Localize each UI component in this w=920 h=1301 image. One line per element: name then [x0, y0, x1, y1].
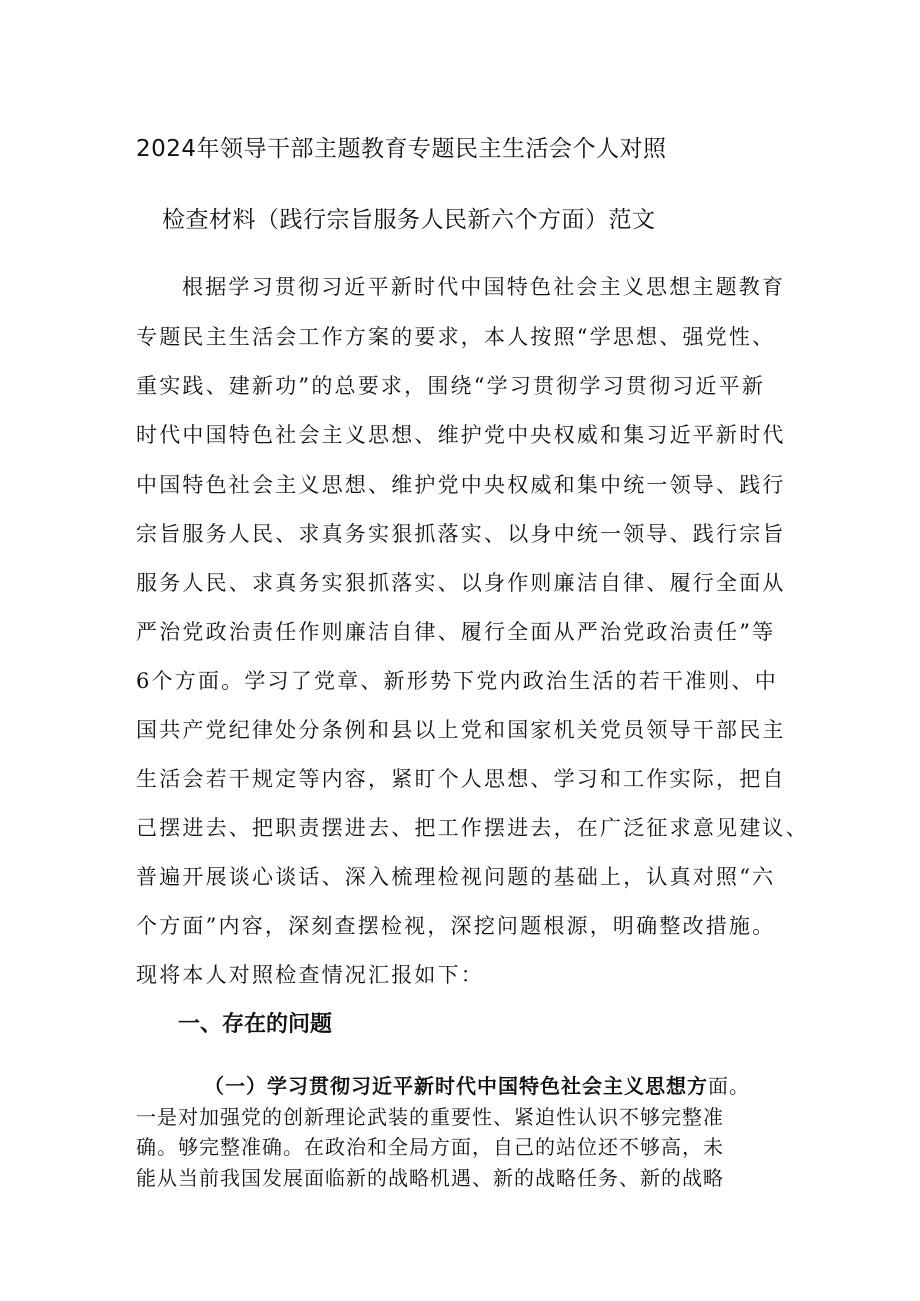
- intro-line: 服务人民、求真务实狠抓落实、以身作则廉洁自律、履行全面从: [136, 571, 786, 595]
- document-title-line-2: 检查材料（践行宗旨服务人民新六个方面）范文: [162, 207, 656, 233]
- intro-line: 重实践、建新功”的总要求，围绕“学习贯彻学习贯彻习近平新: [136, 374, 766, 398]
- subsection-line: 确。够完整准确。在政治和全局方面，自己的站位还不够高，未: [136, 1135, 724, 1159]
- subsection-line: 能从当前我国发展面临新的战略机遇、新的战略任务、新的战略: [136, 1166, 724, 1190]
- intro-line: 普遍开展谈心谈话、深入梳理检视问题的基础上，认真对照“六: [136, 865, 776, 889]
- intro-line: 己摆进去、把职责摆进去、把工作摆进去，在广泛征求意见建议、: [136, 816, 809, 840]
- subsection-heading-tail: 面。: [708, 1074, 750, 1098]
- subsection-heading-line: [204, 1071, 884, 1101]
- intro-line: 个方面”内容，深刻查摆检视，深挖问题根源，明确整改措施。: [136, 914, 776, 938]
- intro-line: 生活会若干规定等内容，紧盯个人思想、学习和工作实际，把自: [136, 767, 786, 791]
- section-heading: 一、存在的问题: [178, 1012, 333, 1037]
- intro-line: 宗旨服务人民、求真务实狠抓落实、以身中统一领导、践行宗旨: [136, 522, 786, 546]
- intro-line: 时代中国特色社会主义思想、维护党中央权威和集习近平新时代: [136, 423, 786, 447]
- intro-line: 中国特色社会主义思想、维护党中央权威和集中统一领导、践行: [136, 473, 786, 497]
- subsection-line: 一是对加强党的创新理论武装的重要性、紧迫性认识不够完整准: [136, 1105, 724, 1129]
- intro-line: 国共产党纪律处分条例和县以上党和国家机关党员领导干部民主: [136, 718, 786, 742]
- intro-line: 6个方面。学习了党章、新形势下党内政治生活的若干准则、中: [136, 669, 778, 693]
- intro-line: 专题民主生活会工作方案的要求，本人按照“学思想、强党性、: [136, 325, 776, 349]
- intro-line: 根据学习贯彻习近平新时代中国特色社会主义思想主题教育: [182, 275, 786, 299]
- subsection-heading: （一）学习贯彻习近平新时代中国特色社会主义思想方: [204, 1074, 708, 1098]
- intro-line: 现将本人对照检查情况汇报如下：: [136, 963, 484, 987]
- document-title-line-1: 2024年领导干部主题教育专题民主生活会个人对照: [136, 136, 667, 162]
- intro-line: 严治党政治责任作则廉洁自律、履行全面从严治党政治责任”等: [136, 620, 776, 644]
